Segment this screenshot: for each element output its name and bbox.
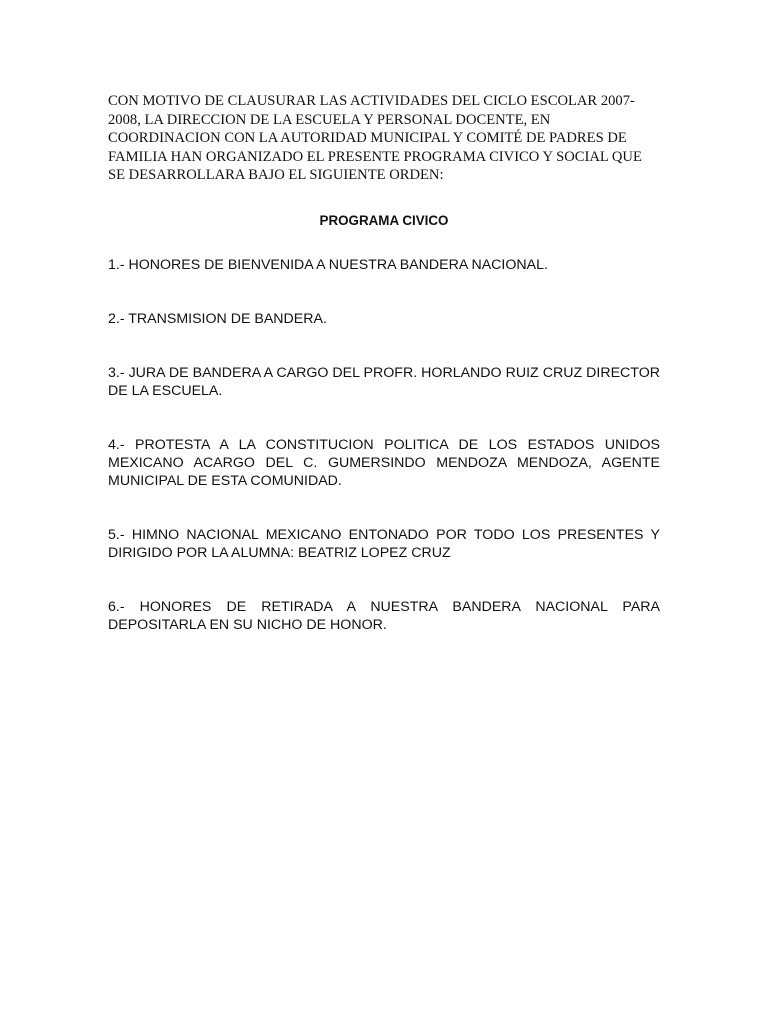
- program-item-3: 3.- JURA DE BANDERA A CARGO DEL PROFR. HORLANDO RUIZ CRUZ DIRECTOR DE LA ESCUELA.: [108, 364, 660, 399]
- program-item-6: 6.- HONORES DE RETIRADA A NUESTRA BANDERA NACIONAL PARA DEPOSITARLA EN SU NICHO DE HONOR.: [108, 598, 660, 633]
- program-list: [108, 256, 660, 634]
- program-item-4: 4.- PROTESTA A LA CONSTITUCION POLITICA DE LOS ESTADOS UNIDOS MEXICANO ACARGO DEL C. GUMERSINDO MENDOZA MENDOZA, AGENTE MUNICIPAL DE ESTA COMUNIDAD.: [108, 436, 660, 489]
- document-page: [108, 92, 660, 634]
- intro-paragraph: CON MOTIVO DE CLAUSURAR LAS ACTIVIDADES DEL CICLO ESCOLAR 2007- 2008, LA DIRECCION DE LA ESCUELA Y PERSONAL DOCENTE, EN COORDINACION CON LA AUTORIDAD MUNICIPAL Y COMITÉ DE PADRES DE FAMILIA HAN ORGANIZADO EL PRESENTE PROGRAMA CIVICO Y SOCIAL QUE SE DESARROLLARA BAJO EL SIGUIENTE ORDEN:: [108, 93, 642, 183]
- program-heading: PROGRAMA CIVICO: [319, 212, 449, 228]
- program-item-1: 1.- HONORES DE BIENVENIDA A NUESTRA BANDERA NACIONAL.: [108, 256, 548, 273]
- program-item-2: 2.- TRANSMISION DE BANDERA.: [108, 310, 327, 327]
- program-item-5: 5.- HIMNO NACIONAL MEXICANO ENTONADO POR TODO LOS PRESENTES Y DIRIGIDO POR LA ALUMNA: BEATRIZ LOPEZ CRUZ: [108, 526, 660, 561]
